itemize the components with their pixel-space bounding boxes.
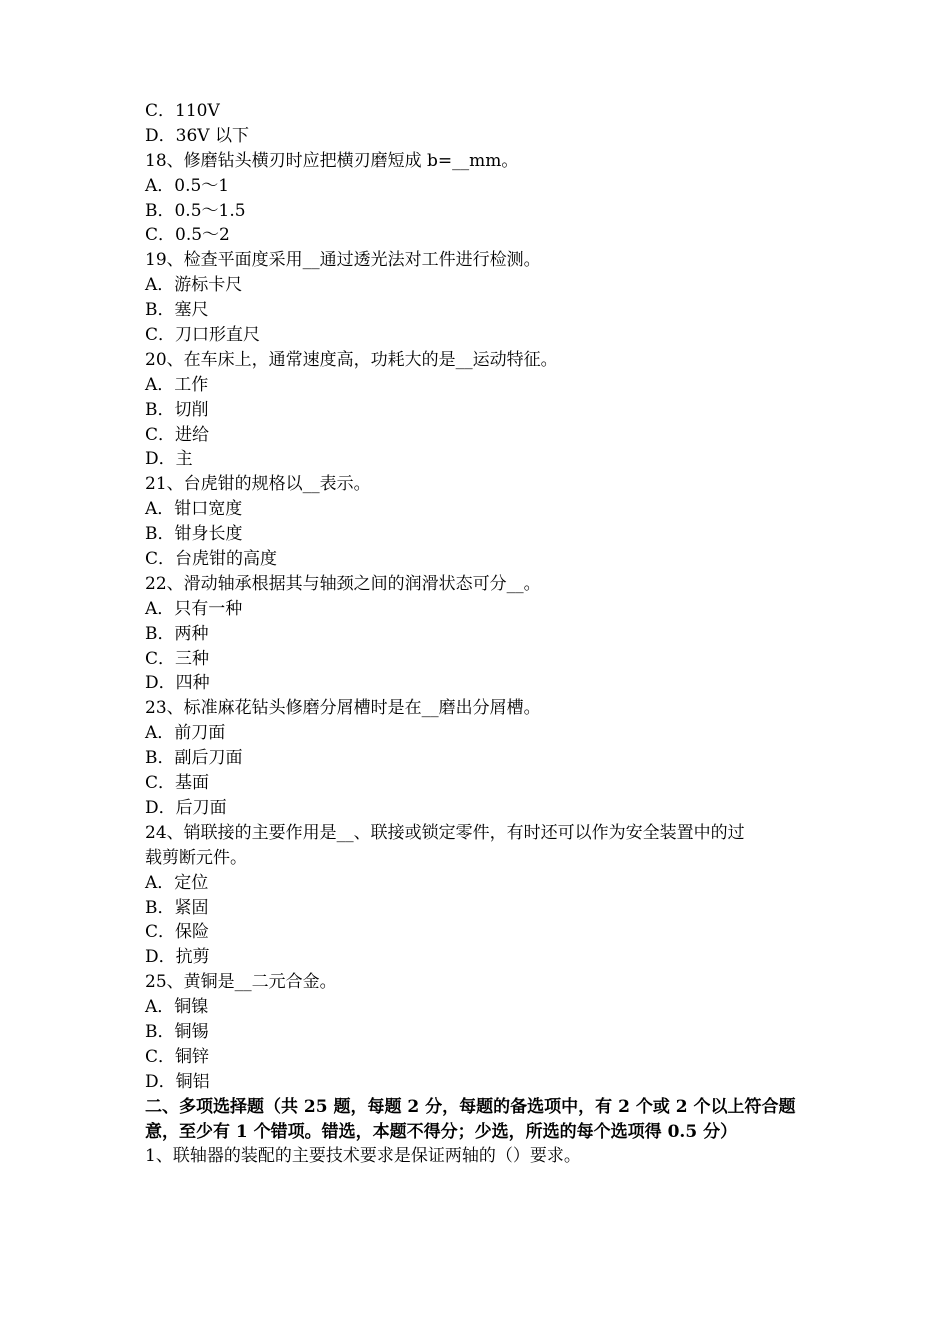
answer-option: A．铜镍: [145, 997, 209, 1018]
answer-option: B．两种: [145, 623, 209, 644]
answer-option: D．四种: [145, 673, 210, 694]
answer-option: D．抗剪: [145, 947, 210, 968]
question-text: 20、在车床上，通常速度高，功耗大的是__运动特征。: [145, 349, 558, 370]
answer-option: D．36V 以下: [145, 125, 249, 146]
answer-option: A．游标卡尺: [145, 275, 243, 296]
question-text: 21、台虎钳的规格以__表示。: [145, 474, 371, 495]
question-list: [145, 99, 815, 1095]
answer-option: B．切削: [145, 399, 209, 420]
question-text: 1、联轴器的装配的主要技术要求是保证两轴的（）要求。: [145, 1146, 581, 1167]
answer-option: C．进给: [145, 424, 210, 445]
answer-option: D．主: [145, 449, 193, 470]
document-page: [145, 99, 815, 1169]
answer-option: D．后刀面: [145, 797, 227, 818]
question-text: 24、销联接的主要作用是__、联接或锁定零件，有时还可以作为安全装置中的过: [145, 822, 745, 843]
question-text: 载剪断元件。: [145, 847, 247, 868]
question-text: 22、滑动轴承根据其与轴颈之间的润滑状态可分__。: [145, 573, 541, 594]
question-text: 23、标准麻花钻头修磨分屑槽时是在__磨出分屑槽。: [145, 698, 541, 719]
answer-option: C．铜锌: [145, 1046, 210, 1067]
answer-option: A．钳口宽度: [145, 499, 243, 520]
answer-option: B．钳身长度: [145, 524, 243, 545]
answer-option: C．保险: [145, 922, 210, 943]
answer-option: A．前刀面: [145, 723, 226, 744]
question-text: 25、黄铜是__二元合金。: [145, 972, 337, 993]
answer-option: A．工作: [145, 374, 209, 395]
answer-option: C．110V: [145, 101, 220, 121]
answer-option: B．副后刀面: [145, 748, 243, 769]
answer-option: B．塞尺: [145, 300, 209, 321]
answer-option: C．0.5～2: [145, 225, 230, 246]
question-text: 18、修磨钻头横刃时应把横刃磨短成 b=__mm。: [145, 150, 519, 171]
answer-option: B．紧固: [145, 897, 209, 918]
answer-option: C．基面: [145, 773, 210, 794]
section-heading: 二、多项选择题（共 25 题，每题 2 分，每题的备选项中，有 2 个或 2 个以上符合题意，至少有 1 个错项。错选，本题不得分；少选，所选的每个选项得 0.5 分）: [145, 1096, 796, 1142]
question-text: 19、检查平面度采用__通过透光法对工件进行检测。: [145, 250, 541, 271]
answer-option: A．0.5～1: [145, 175, 230, 196]
answer-option: C．三种: [145, 648, 210, 669]
answer-option: C．刀口形直尺: [145, 325, 261, 346]
answer-option: B．0.5～1.5: [145, 200, 246, 221]
answer-option: A．定位: [145, 872, 209, 893]
answer-option: C．台虎钳的高度: [145, 549, 278, 570]
answer-option: A．只有一种: [145, 598, 243, 619]
answer-option: B．铜锡: [145, 1021, 209, 1042]
answer-option: D．铜铝: [145, 1071, 210, 1092]
